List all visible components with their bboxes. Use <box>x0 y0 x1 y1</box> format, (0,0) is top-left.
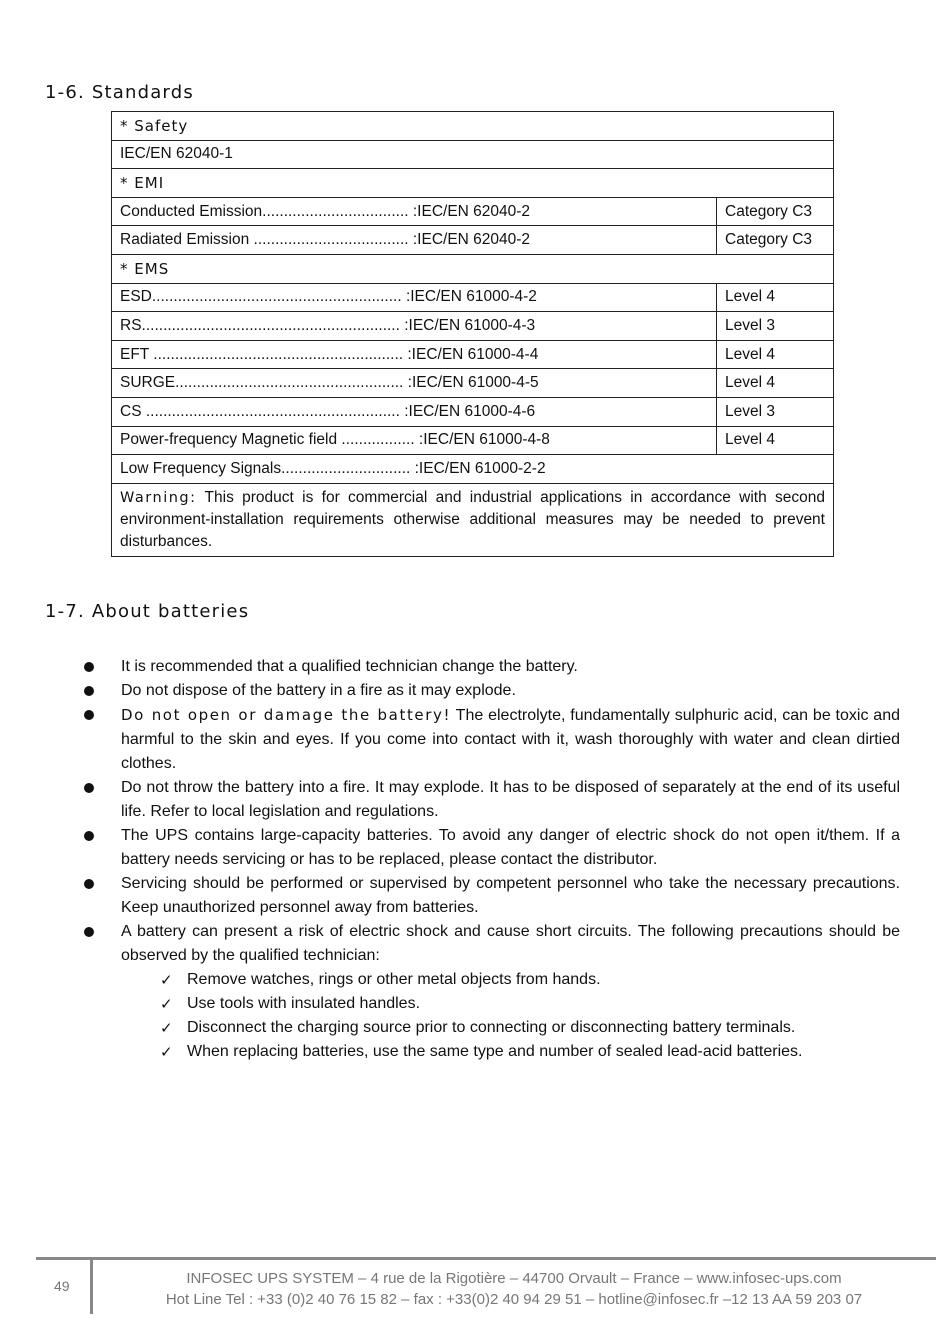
standard-level-cell: Level 3 <box>717 397 834 426</box>
bullet-icon <box>84 927 94 937</box>
standard-level-cell: Level 4 <box>717 340 834 369</box>
check-list-item <box>148 992 900 1016</box>
list-item <box>82 776 900 824</box>
standard-name-cell: EFT .......................................................... :IEC/EN 61000-4-4 <box>112 340 717 369</box>
check-list-item-text: Disconnect the charging source prior to connecting or disconnecting battery terminals. <box>187 1019 796 1036</box>
bullet-icon <box>84 710 94 720</box>
standards-row <box>112 140 834 169</box>
list-item <box>82 703 900 776</box>
footer-contact <box>100 1268 928 1310</box>
standards-row <box>112 455 834 484</box>
standards-row <box>112 283 834 312</box>
checkmark-icon: ✓ <box>160 1043 173 1061</box>
warning-row <box>112 483 834 556</box>
footer-divider <box>36 1257 936 1260</box>
standards-row <box>112 340 834 369</box>
standard-level-cell: Level 4 <box>717 283 834 312</box>
standards-group-header: * Safety <box>112 112 834 141</box>
list-item-text: A battery can present a risk of electric shock and cause short circuits. The following precautions should be observed by the qualified technician: <box>121 923 900 964</box>
check-list-item-text: Use tools with insulated handles. <box>187 995 421 1012</box>
standard-name-cell: Low Frequency Signals.............................. :IEC/EN 61000-2-2 <box>112 455 834 484</box>
batteries-section-title: 1-7. About batteries <box>45 601 250 622</box>
standards-row <box>112 226 834 255</box>
bullet-icon <box>84 783 94 793</box>
footer-hotline-line: Hot Line Tel : +33 (0)2 40 76 15 82 – fax : +33(0)2 40 94 29 51 – hotline@infosec.fr –12 13 AA 59 203 07 <box>165 1291 863 1308</box>
checkmark-icon: ✓ <box>160 995 173 1013</box>
list-item-text: The UPS contains large-capacity batteries. To avoid any danger of electric shock do not open it/them. If a battery needs servicing or has to be replaced, please contact the distributor. <box>121 827 900 868</box>
standard-name-cell: Power-frequency Magnetic field ................. :IEC/EN 61000-4-8 <box>112 426 717 455</box>
battery-precautions-list <box>82 655 900 1064</box>
list-item <box>82 679 900 703</box>
standards-group-header: * EMI <box>112 169 834 198</box>
check-list-item <box>148 968 900 992</box>
warning-text: This product is for commercial and industrial applications in accordance with second environment-installation requirements otherwise additional measures may be needed to prevent disturbances. <box>120 488 825 550</box>
standard-level-cell: Category C3 <box>717 197 834 226</box>
standard-name-cell: IEC/EN 62040-1 <box>112 140 834 169</box>
standard-name-cell: Radiated Emission .................................... :IEC/EN 62040-2 <box>112 226 717 255</box>
check-list-item-text: Remove watches, rings or other metal objects from hands. <box>187 971 601 988</box>
checkmark-icon: ✓ <box>160 1019 173 1037</box>
standards-row <box>112 197 834 226</box>
standard-name-cell: CS ........................................................... :IEC/EN 61000-4-6 <box>112 397 717 426</box>
bullet-icon <box>84 686 94 696</box>
standards-row <box>112 397 834 426</box>
standard-name-cell: RS............................................................ :IEC/EN 61000-4-3 <box>112 312 717 341</box>
list-item <box>82 824 900 872</box>
standards-row <box>112 369 834 398</box>
standard-name-cell: ESD.......................................................... :IEC/EN 61000-4-2 <box>112 283 717 312</box>
footer-address-line: INFOSEC UPS SYSTEM – 4 rue de la Rigotière – 44700 Orvault – France – www.infosec-ups.com <box>186 1270 842 1287</box>
list-item-text: Do not throw the battery into a fire. It may explode. It has to be disposed of separately at the end of its useful life. Refer to local legislation and regulations. <box>121 779 900 820</box>
standards-row <box>112 426 834 455</box>
page-number: 49 <box>54 1278 70 1294</box>
technician-precautions-list <box>121 968 900 1064</box>
standards-group-header: * EMS <box>112 254 834 283</box>
footer-vertical-divider <box>90 1260 93 1314</box>
standards-section-title: 1-6. Standards <box>45 82 194 103</box>
standards-row <box>112 312 834 341</box>
standards-table <box>111 111 834 557</box>
list-item <box>82 872 900 920</box>
list-item-text: Do not dispose of the battery in a fire as it may explode. <box>121 682 516 699</box>
list-item <box>82 655 900 679</box>
bullet-icon <box>84 662 94 672</box>
check-list-item-text: When replacing batteries, use the same type and number of sealed lead-acid batteries. <box>187 1043 803 1060</box>
bullet-icon <box>84 879 94 889</box>
check-list-item <box>148 1040 900 1064</box>
standard-name-cell: SURGE..................................................... :IEC/EN 61000-4-5 <box>112 369 717 398</box>
standards-row <box>112 254 834 283</box>
standard-level-cell: Level 4 <box>717 369 834 398</box>
standard-name-cell: Conducted Emission.................................. :IEC/EN 62040-2 <box>112 197 717 226</box>
standards-row <box>112 112 834 141</box>
check-list-item <box>148 1016 900 1040</box>
warning-label: Warning: <box>120 489 197 506</box>
standards-row <box>112 169 834 198</box>
standard-level-cell: Level 4 <box>717 426 834 455</box>
list-item-text: It is recommended that a qualified technician change the battery. <box>121 658 578 675</box>
standard-level-cell: Level 3 <box>717 312 834 341</box>
standard-level-cell: Category C3 <box>717 226 834 255</box>
bullet-icon <box>84 831 94 841</box>
list-item-text: Servicing should be performed or supervised by competent personnel who take the necessary precautions. Keep unauthorized personnel away from batteries. <box>121 875 900 916</box>
list-item-emphasis: Do not open or damage the battery! <box>121 706 452 724</box>
list-item <box>82 920 900 1064</box>
checkmark-icon: ✓ <box>160 971 173 989</box>
list-item-text: The electrolyte, fundamentally sulphuric acid, can be toxic and harmful to the skin and eyes. If you come into contact with it, wash thoroughly with water and clean dirtied clothes. <box>121 707 900 772</box>
warning-cell <box>112 483 834 556</box>
